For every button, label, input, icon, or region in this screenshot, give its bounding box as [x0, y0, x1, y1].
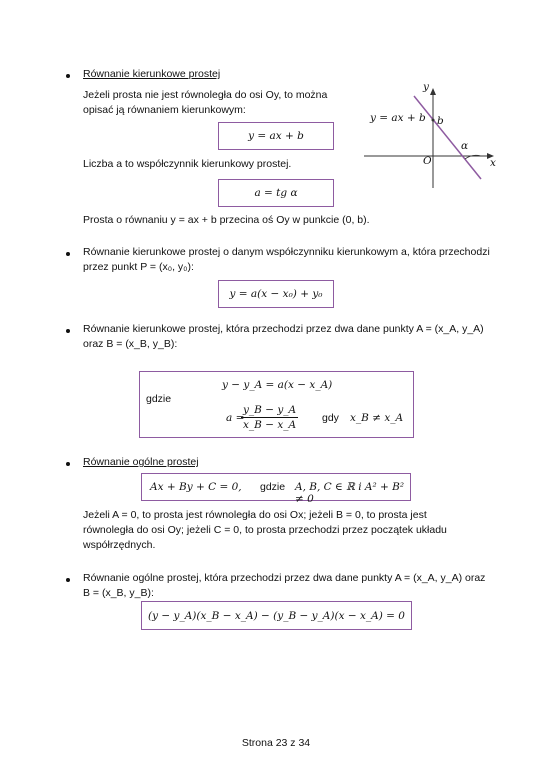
label-where: gdzie: [260, 481, 286, 493]
bullet: [66, 462, 70, 466]
graph-origin-label: O: [423, 155, 432, 167]
formula: y − y_A = a(x − x_A): [222, 379, 333, 391]
graph-line-label: y = ax + b: [370, 112, 426, 124]
page-number: Strona 23 z 34: [241, 737, 311, 749]
label-when: gdy: [322, 412, 339, 424]
paragraph: Równanie kierunkowe prostej o danym współczynniku kierunkowym a, która przechodzi przez punkt P = (x₀, y₀):: [83, 246, 490, 273]
label-where: gdzie: [146, 393, 172, 405]
formula: A, B, C ∈ ℝ i A² + B² ≠ 0: [295, 481, 405, 505]
slope-graph: [360, 80, 500, 190]
paragraph: Jeżeli prosta nie jest równoległa do osi Oy, to można opisać ją równaniem kierunkowym:: [83, 89, 328, 116]
slope-fraction: [241, 404, 298, 431]
bullet: [66, 578, 70, 582]
formula-box: [139, 371, 414, 438]
paragraph: Liczba a to współczynnik kierunkowy prostej.: [83, 158, 292, 170]
bullet: [66, 252, 70, 256]
formula: a =: [226, 412, 245, 424]
formula-box: [218, 280, 334, 308]
formula-box: [218, 179, 334, 207]
paragraph: Równanie kierunkowe prostej, która przechodzi przez dwa dane punkty A = (x_A, y_A) oraz B = (x_B, y_B):: [83, 323, 484, 350]
section-title-slope-form: Równanie kierunkowe prostej: [83, 68, 221, 80]
fraction-numerator: y_B − y_A: [243, 404, 297, 416]
graph-x-label: x: [490, 157, 496, 169]
y-axis-arrow: [430, 88, 436, 95]
graph-b-label: b: [437, 115, 444, 127]
fraction-denominator: x_B − x_A: [243, 419, 297, 431]
formula: (y − y_A)(x_B − x_A) − (y_B − y_A)(x − x_A) = 0: [148, 609, 405, 622]
formula: y = a(x − x₀) + y₀: [229, 288, 323, 300]
formula: y = ax + b: [248, 130, 304, 142]
formula-box: [218, 122, 334, 150]
formula-box: [141, 473, 411, 505]
paragraph: Równanie ogólne prostej, która przechodzi przez dwa dane punkty A = (x_A, y_A) oraz B = (x_B, y_B):: [83, 572, 486, 599]
section-title-general-form: Równanie ogólne prostej: [83, 456, 199, 468]
formula-box: [141, 601, 412, 630]
intercept-point: [432, 119, 435, 122]
bullet: [66, 329, 70, 333]
paragraph: Jeżeli A = 0, to prosta jest równoległa do osi Ox; jeżeli B = 0, to prosta jest równoległa do osi Oy; jeżeli C = 0, to prosta przechodzi przez początek układu współrzędnych.: [83, 509, 447, 551]
formula: x_B ≠ x_A: [350, 412, 404, 424]
paragraph: Prosta o równaniu y = ax + b przecina oś Oy w punkcie (0, b).: [83, 214, 370, 226]
bullet: [66, 74, 70, 78]
graph-y-label: y: [423, 81, 429, 93]
formula: Ax + By + C = 0,: [150, 481, 242, 493]
formula: a = tg α: [254, 187, 298, 199]
graph-alpha-label: α: [461, 140, 469, 152]
